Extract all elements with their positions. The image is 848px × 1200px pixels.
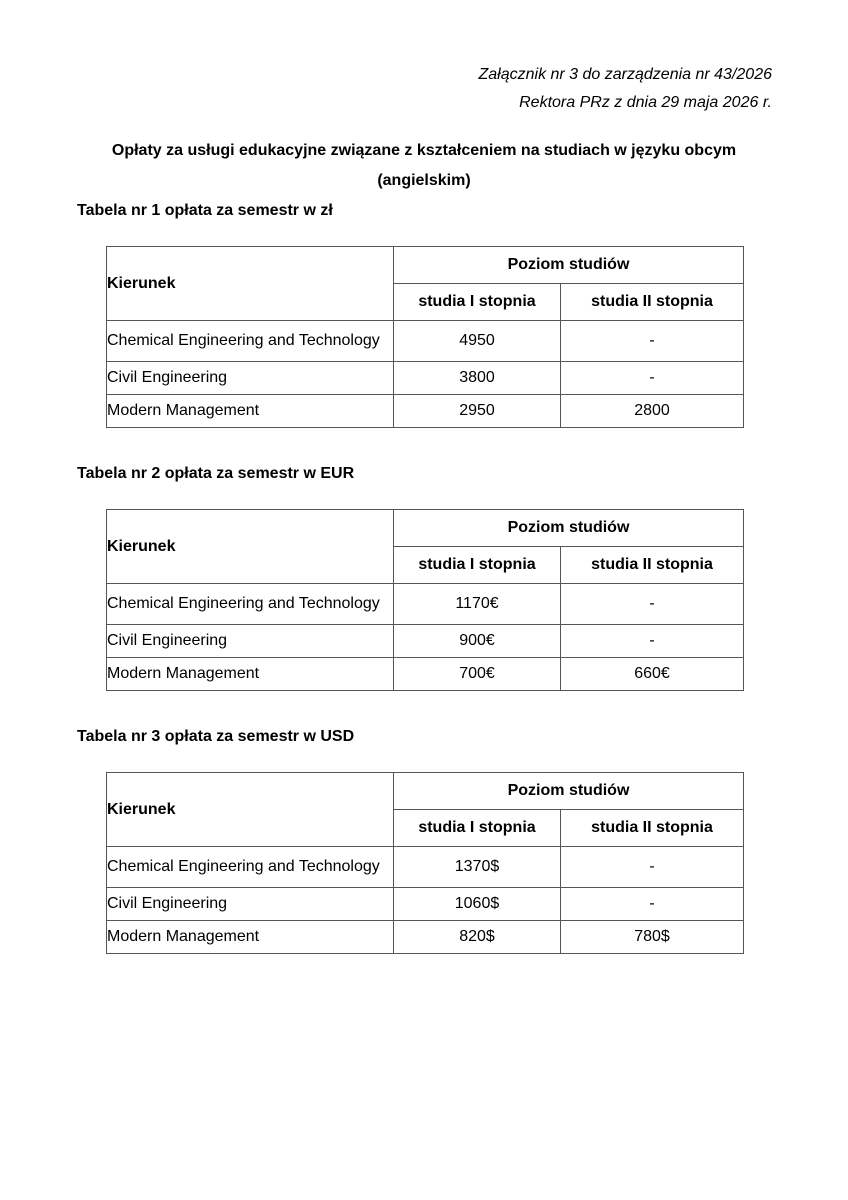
table-row (107, 321, 744, 362)
header-second-cycle: studia II stopnia (561, 810, 744, 847)
first-cycle-fee: 1370$ (394, 847, 561, 888)
table-row (107, 625, 744, 658)
table-row (107, 888, 744, 921)
program-name: Civil Engineering (107, 362, 394, 395)
second-cycle-fee: - (561, 888, 744, 921)
program-name: Chemical Engineering and Technology (107, 847, 394, 888)
header-study-level: Poziom studiów (394, 247, 744, 284)
program-name: Civil Engineering (107, 625, 394, 658)
header-first-cycle: studia I stopnia (394, 284, 561, 321)
program-name: Modern Management (107, 658, 394, 691)
table-row (107, 362, 744, 395)
first-cycle-fee: 900€ (394, 625, 561, 658)
annex-reference: Załącznik nr 3 do zarządzenia nr 43/2026 (478, 66, 772, 83)
header-program: Kierunek (107, 247, 394, 321)
program-name: Chemical Engineering and Technology (107, 584, 394, 625)
second-cycle-fee: - (561, 321, 744, 362)
first-cycle-fee: 1170€ (394, 584, 561, 625)
table-row (107, 658, 744, 691)
header-program: Kierunek (107, 510, 394, 584)
second-cycle-fee: - (561, 847, 744, 888)
first-cycle-fee: 820$ (394, 921, 561, 954)
second-cycle-fee: 2800 (561, 395, 744, 428)
header-program: Kierunek (107, 773, 394, 847)
second-cycle-fee: 660€ (561, 658, 744, 691)
header-second-cycle: studia II stopnia (561, 547, 744, 584)
table-2-caption: Tabela nr 2 opłata za semestr w EUR (77, 465, 355, 482)
program-name: Modern Management (107, 921, 394, 954)
program-name: Modern Management (107, 395, 394, 428)
second-cycle-fee: 780$ (561, 921, 744, 954)
table-1-caption: Tabela nr 1 opłata za semestr w zł (77, 202, 333, 219)
header-first-cycle: studia I stopnia (394, 547, 561, 584)
program-name: Chemical Engineering and Technology (107, 321, 394, 362)
first-cycle-fee: 700€ (394, 658, 561, 691)
second-cycle-fee: - (561, 625, 744, 658)
first-cycle-fee: 1060$ (394, 888, 561, 921)
fee-table-eur (106, 509, 744, 691)
header-first-cycle: studia I stopnia (394, 810, 561, 847)
table-3-caption: Tabela nr 3 opłata za semestr w USD (77, 728, 355, 745)
header-second-cycle: studia II stopnia (561, 284, 744, 321)
table-row (107, 584, 744, 625)
document-title: Opłaty za usługi edukacyjne związane z kształceniem na studiach w języku obcym (111, 142, 737, 159)
second-cycle-fee: - (561, 362, 744, 395)
document-title-continuation: (angielskim) (377, 172, 471, 189)
second-cycle-fee: - (561, 584, 744, 625)
fee-table-usd (106, 772, 744, 954)
table-row (107, 921, 744, 954)
header-study-level: Poziom studiów (394, 773, 744, 810)
fee-table-pln (106, 246, 744, 428)
program-name: Civil Engineering (107, 888, 394, 921)
table-row (107, 395, 744, 428)
first-cycle-fee: 4950 (394, 321, 561, 362)
table-row (107, 847, 744, 888)
annex-issuer-date: Rektora PRz z dnia 29 maja 2026 r. (519, 94, 772, 111)
first-cycle-fee: 2950 (394, 395, 561, 428)
header-study-level: Poziom studiów (394, 510, 744, 547)
first-cycle-fee: 3800 (394, 362, 561, 395)
